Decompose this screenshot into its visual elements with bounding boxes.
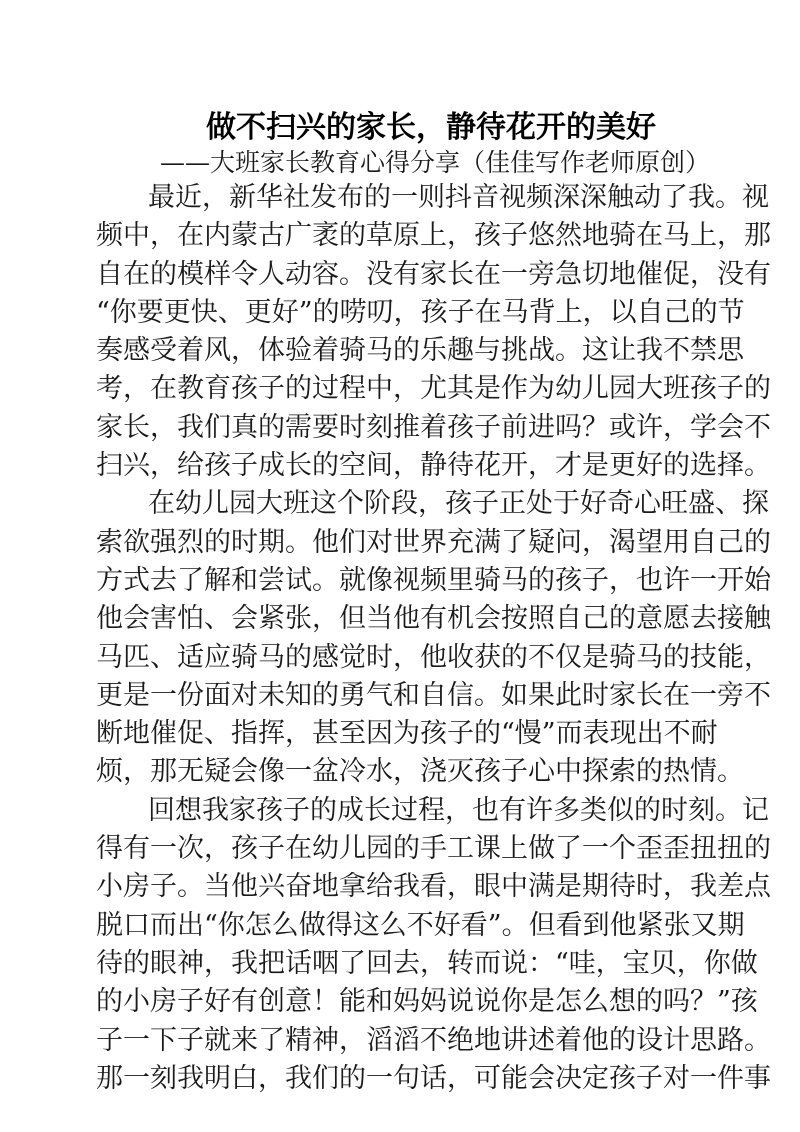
body-line: 更是一份面对未知的勇气和自信。如果此时家长在一旁不: [96, 679, 771, 711]
body-line: 家长，我们真的需要时刻推着孩子前进吗？或许，学会不: [96, 411, 771, 443]
body-line: 他会害怕、会紧张，但当他有机会按照自己的意愿去接触: [96, 603, 771, 635]
body-line: 频中，在内蒙古广袤的草原上，孩子悠然地骑在马上，那: [96, 220, 771, 252]
body-line: 索欲强烈的时期。他们对世界充满了疑问，渴望用自己的: [96, 526, 771, 558]
body-line: 方式去了解和尝试。就像视频里骑马的孩子，也许一开始: [96, 564, 771, 596]
body-line: 子一下子就来了精神，滔滔不绝地讲述着他的设计思路。: [96, 1024, 771, 1056]
body-line: 烦，那无疑会像一盆冷水，浇灭孩子心中探索的热情。: [96, 756, 744, 788]
body-line: 马匹、适应骑马的感觉时，他收获的不仅是骑马的技能，: [96, 641, 771, 673]
body-line: 小房子。当他兴奋地拿给我看，眼中满是期待时，我差点: [96, 871, 771, 903]
body-line: 那一刻我明白，我们的一句话，可能会决定孩子对一件事: [96, 1062, 771, 1094]
body-line: 脱口而出“你怎么做得这么不好看”。但看到他紧张又期: [96, 909, 745, 941]
article-body: [96, 179, 771, 1098]
body-line: 得有一次，孩子在幼儿园的手工课上做了一个歪歪扭扭的: [96, 833, 771, 865]
body-line: 最近，新华社发布的一则抖音视频深深触动了我。视: [148, 182, 769, 213]
body-line: 扫兴，给孩子成长的空间，静待花开，才是更好的选择。: [96, 450, 771, 482]
article-title: 做不扫兴的家长，静待花开的美好: [206, 110, 656, 145]
body-line: 回想我家孩子的成长过程，也有许多类似的时刻。记: [148, 794, 769, 826]
body-line: 的小房子好有创意！能和妈妈说说你是怎么想的吗？”孩: [96, 986, 758, 1018]
article-subtitle: ——大班家长教育心得分享（佳佳写作老师原创）: [160, 148, 711, 177]
body-line: 断地催促、指挥，甚至因为孩子的“慢”而表现出不耐: [96, 718, 718, 750]
body-line: 自在的模样令人动容。没有家长在一旁急切地催促，没有: [96, 258, 771, 290]
body-line: “你要更快、更好”的唠叨，孩子在马背上，以自己的节: [96, 296, 745, 328]
body-line: 待的眼神，我把话咽了回去，转而说：“哇，宝贝，你做: [96, 947, 758, 979]
body-line: 在幼儿园大班这个阶段，孩子正处于好奇心旺盛、探: [148, 488, 769, 520]
body-line: 考，在教育孩子的过程中，尤其是作为幼儿园大班孩子的: [96, 373, 771, 405]
body-line: 奏感受着风，体验着骑马的乐趣与挑战。这让我不禁思: [96, 335, 744, 367]
